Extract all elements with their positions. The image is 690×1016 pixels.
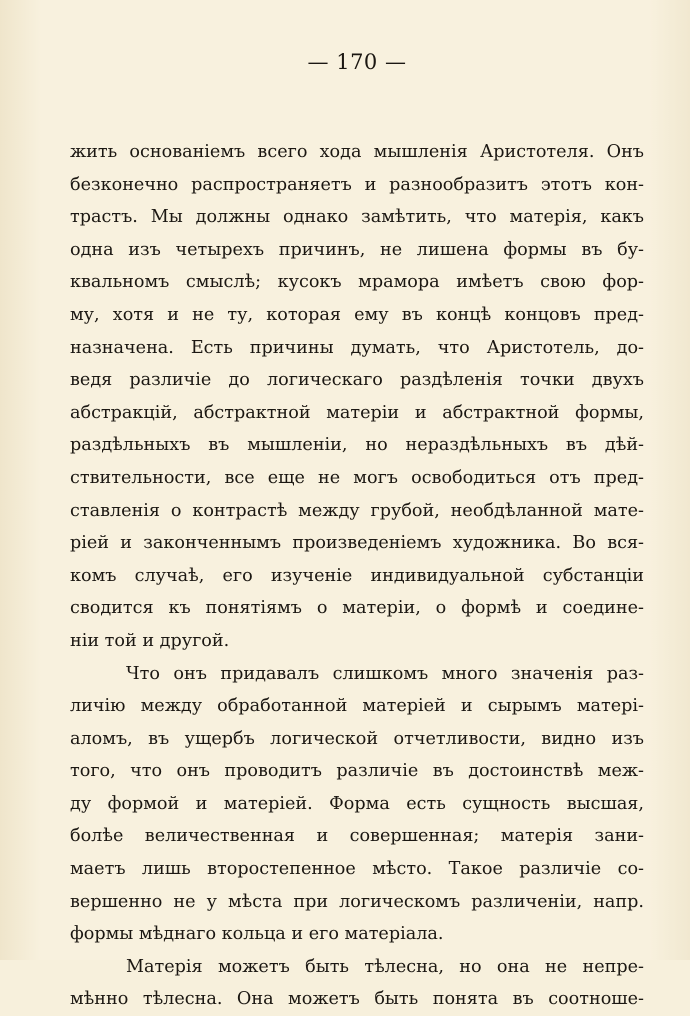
paragraph-3 (70, 951, 644, 1016)
text-line: ставленія о контрастѣ между грубой, необдѣланной мате- (70, 500, 644, 521)
text-line: ведя различіе до логическаго раздѣленія точки двухъ (70, 370, 644, 391)
text-line: болѣе величественная и совершенная; матерія зани- (70, 826, 644, 847)
text-line: формы мѣднаго кольца и его матеріала. (70, 924, 444, 945)
paragraph-1 (70, 136, 644, 658)
text-line: му, хотя и не ту, которая ему въ концѣ концовъ пред- (70, 304, 644, 325)
text-line: назначена. Есть причины думать, что Аристотель, до- (70, 337, 644, 358)
page-number: — 170 — (307, 50, 407, 74)
text-line: аломъ, въ ущербъ логической отчетливости, видно изъ (70, 728, 644, 749)
text-line: квальномъ смыслѣ; кусокъ мрамора имѣетъ свою фор- (70, 272, 644, 293)
text-line: ніи той и другой. (70, 630, 230, 651)
text-line: ствительности, все еще не могъ освободиться отъ пред- (70, 467, 644, 488)
text-line: мѣнно тѣлесна. Она можетъ быть понята въ соотноше- (70, 989, 644, 1010)
text-line: одна изъ четырехъ причинъ, не лишена формы въ бу- (70, 239, 644, 260)
text-line: безконечно распространяетъ и разнообразитъ этотъ кон- (70, 174, 644, 195)
text-line: ріей и законченнымъ произведеніемъ художника. Во вся- (70, 533, 644, 554)
text-line: вершенно не у мѣста при логическомъ различеніи, напр. (70, 891, 644, 912)
text-line: трастъ. Мы должны однако замѣтить, что матерія, какъ (70, 207, 644, 228)
text-line: того, что онъ проводитъ различіе въ достоинствѣ меж- (70, 761, 644, 782)
text-line: Матерія можетъ быть тѣлесна, но она не непре- (126, 956, 644, 977)
text-line: сводится къ понятіямъ о матеріи, о формѣ и соедине- (70, 598, 644, 619)
text-line: маетъ лишь второстепенное мѣсто. Такое различіе со- (70, 859, 644, 880)
text-line: личію между обработанной матеріей и сырымъ матері- (70, 696, 644, 717)
text-line: Что онъ придавалъ слишкомъ много значенія раз- (126, 663, 644, 684)
text-line: абстракцій, абстрактной матеріи и абстрактной формы, (70, 402, 644, 423)
paragraph-2 (70, 658, 644, 951)
text-line: жить основаніемъ всего хода мышленія Аристотеля. Онъ (70, 142, 644, 162)
text-line: комъ случаѣ, его изученіе индивидуальной субстанціи (70, 565, 644, 586)
text-line: раздѣльныхъ въ мышленіи, но нераздѣльныхъ въ дѣй- (70, 435, 644, 456)
text-line: ду формой и матеріей. Форма есть сущность высшая, (70, 793, 644, 814)
